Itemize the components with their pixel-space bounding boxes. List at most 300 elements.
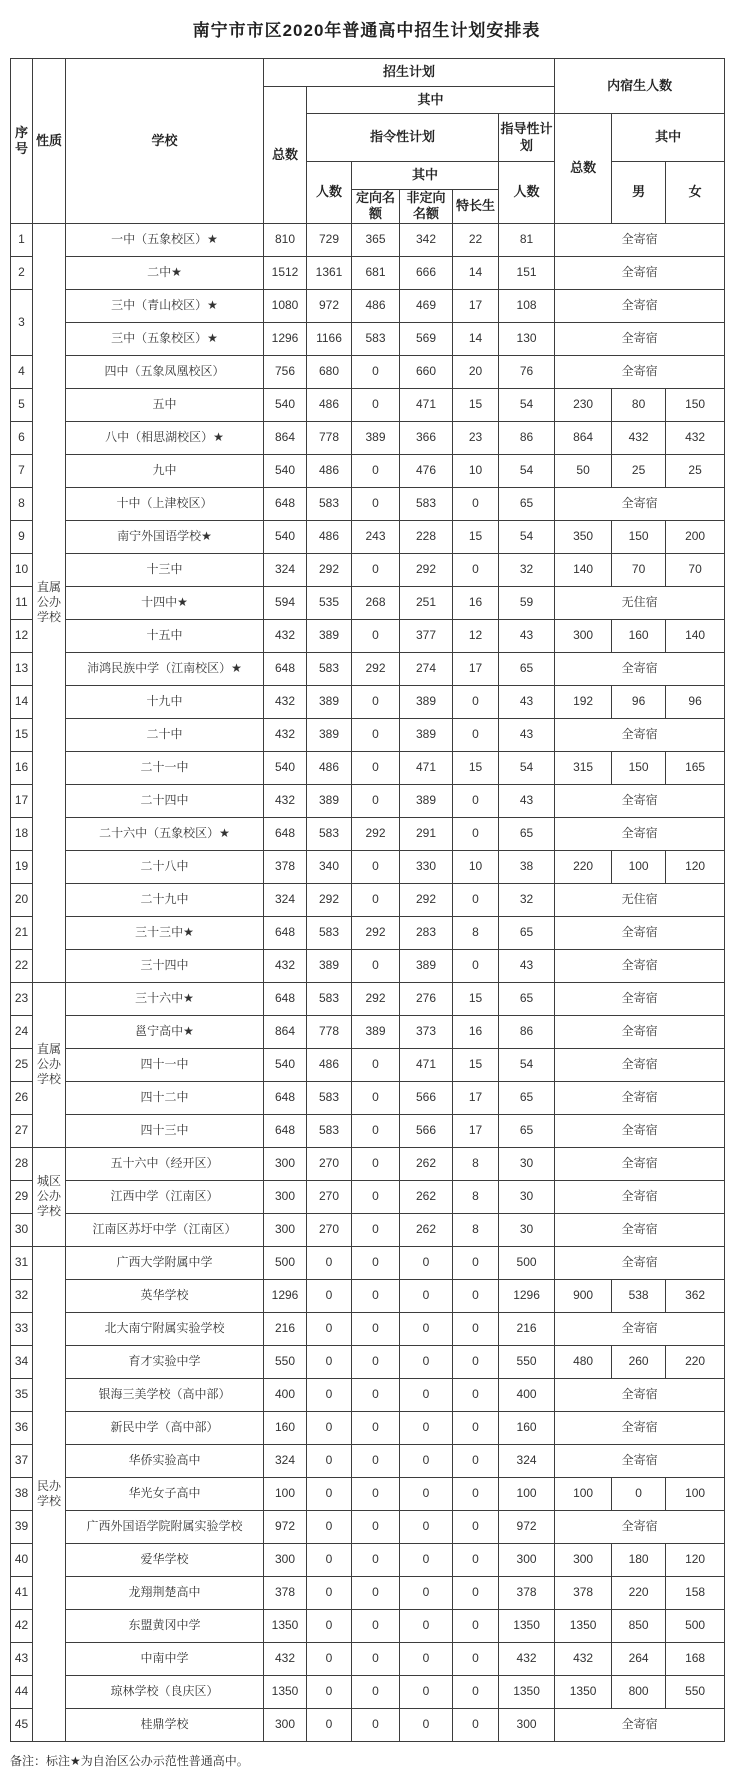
header-non-targeted-quota: 非定向名额 xyxy=(400,190,453,224)
boarding-merged-cell: 全寄宿 xyxy=(555,1312,725,1345)
boarding-merged-cell: 全寄宿 xyxy=(555,817,725,850)
directive-count-cell: 0 xyxy=(307,1510,352,1543)
non-targeted-quota-cell: 373 xyxy=(400,1015,453,1048)
boarding-total-cell: 300 xyxy=(555,1543,612,1576)
targeted-quota-cell: 0 xyxy=(352,1312,400,1345)
school-cell: 五十六中（经开区） xyxy=(66,1147,264,1180)
non-targeted-quota-cell: 0 xyxy=(400,1543,453,1576)
enroll-total-cell: 300 xyxy=(264,1708,307,1741)
boarding-male-cell: 432 xyxy=(612,421,666,454)
table-row xyxy=(11,355,725,388)
seq-cell: 26 xyxy=(11,1081,33,1114)
non-targeted-quota-cell: 660 xyxy=(400,355,453,388)
header-seq: 序号 xyxy=(11,59,33,224)
table-row xyxy=(11,883,725,916)
targeted-quota-cell: 292 xyxy=(352,982,400,1015)
header-male: 男 xyxy=(612,162,666,224)
school-cell: 九中 xyxy=(66,454,264,487)
targeted-quota-cell: 292 xyxy=(352,652,400,685)
directive-count-cell: 0 xyxy=(307,1345,352,1378)
table-row xyxy=(11,322,725,355)
guiding-count-cell: 65 xyxy=(499,652,555,685)
table-header xyxy=(11,59,725,224)
school-cell: 十九中 xyxy=(66,685,264,718)
directive-count-cell: 0 xyxy=(307,1609,352,1642)
special-students-cell: 0 xyxy=(453,1543,499,1576)
directive-count-cell: 389 xyxy=(307,718,352,751)
seq-cell: 37 xyxy=(11,1444,33,1477)
special-students-cell: 17 xyxy=(453,652,499,685)
non-targeted-quota-cell: 330 xyxy=(400,850,453,883)
special-students-cell: 16 xyxy=(453,586,499,619)
directive-count-cell: 729 xyxy=(307,223,352,256)
header-school: 学校 xyxy=(66,59,264,224)
guiding-count-cell: 550 xyxy=(499,1345,555,1378)
school-cell: 江西中学（江南区） xyxy=(66,1180,264,1213)
directive-count-cell: 583 xyxy=(307,487,352,520)
school-cell: 东盟黄冈中学 xyxy=(66,1609,264,1642)
nature-cell: 民办学校 xyxy=(33,1246,66,1741)
directive-count-cell: 583 xyxy=(307,916,352,949)
targeted-quota-cell: 0 xyxy=(352,949,400,982)
boarding-merged-cell: 全寄宿 xyxy=(555,487,725,520)
enroll-total-cell: 810 xyxy=(264,223,307,256)
directive-count-cell: 389 xyxy=(307,619,352,652)
boarding-male-cell: 180 xyxy=(612,1543,666,1576)
school-cell: 十五中 xyxy=(66,619,264,652)
school-cell: 华光女子高中 xyxy=(66,1477,264,1510)
targeted-quota-cell: 0 xyxy=(352,553,400,586)
non-targeted-quota-cell: 262 xyxy=(400,1180,453,1213)
directive-count-cell: 486 xyxy=(307,520,352,553)
seq-cell: 30 xyxy=(11,1213,33,1246)
seq-cell: 28 xyxy=(11,1147,33,1180)
table-row xyxy=(11,685,725,718)
non-targeted-quota-cell: 0 xyxy=(400,1378,453,1411)
table-row xyxy=(11,553,725,586)
special-students-cell: 15 xyxy=(453,388,499,421)
enroll-total-cell: 540 xyxy=(264,1048,307,1081)
guiding-count-cell: 65 xyxy=(499,487,555,520)
non-targeted-quota-cell: 389 xyxy=(400,685,453,718)
seq-cell: 32 xyxy=(11,1279,33,1312)
nature-cell: 直属公办学校 xyxy=(33,223,66,982)
special-students-cell: 15 xyxy=(453,520,499,553)
boarding-merged-cell: 全寄宿 xyxy=(555,355,725,388)
special-students-cell: 8 xyxy=(453,1180,499,1213)
enroll-total-cell: 378 xyxy=(264,1576,307,1609)
boarding-male-cell: 80 xyxy=(612,388,666,421)
guiding-count-cell: 43 xyxy=(499,619,555,652)
targeted-quota-cell: 0 xyxy=(352,454,400,487)
school-cell: 三十六中★ xyxy=(66,982,264,1015)
table-row xyxy=(11,289,725,322)
special-students-cell: 0 xyxy=(453,1477,499,1510)
enroll-total-cell: 648 xyxy=(264,652,307,685)
guiding-count-cell: 151 xyxy=(499,256,555,289)
boarding-female-cell: 25 xyxy=(666,454,725,487)
table-row xyxy=(11,916,725,949)
targeted-quota-cell: 389 xyxy=(352,421,400,454)
targeted-quota-cell: 389 xyxy=(352,1015,400,1048)
school-cell: 四中（五象凤凰校区） xyxy=(66,355,264,388)
non-targeted-quota-cell: 262 xyxy=(400,1213,453,1246)
boarding-total-cell: 300 xyxy=(555,619,612,652)
boarding-merged-cell: 全寄宿 xyxy=(555,1081,725,1114)
enroll-total-cell: 432 xyxy=(264,718,307,751)
targeted-quota-cell: 486 xyxy=(352,289,400,322)
enroll-total-cell: 300 xyxy=(264,1180,307,1213)
seq-cell: 15 xyxy=(11,718,33,751)
directive-count-cell: 270 xyxy=(307,1147,352,1180)
non-targeted-quota-cell: 283 xyxy=(400,916,453,949)
boarding-male-cell: 70 xyxy=(612,553,666,586)
seq-cell: 45 xyxy=(11,1708,33,1741)
seq-cell: 13 xyxy=(11,652,33,685)
seq-cell: 7 xyxy=(11,454,33,487)
targeted-quota-cell: 0 xyxy=(352,1279,400,1312)
guiding-count-cell: 43 xyxy=(499,784,555,817)
school-cell: 广西大学附属中学 xyxy=(66,1246,264,1279)
boarding-male-cell: 150 xyxy=(612,751,666,784)
boarding-merged-cell: 全寄宿 xyxy=(555,1510,725,1543)
school-cell: 二十九中 xyxy=(66,883,264,916)
seq-cell: 39 xyxy=(11,1510,33,1543)
boarding-merged-cell: 全寄宿 xyxy=(555,289,725,322)
directive-count-cell: 0 xyxy=(307,1708,352,1741)
enroll-total-cell: 400 xyxy=(264,1378,307,1411)
guiding-count-cell: 54 xyxy=(499,388,555,421)
enroll-total-cell: 648 xyxy=(264,1114,307,1147)
guiding-count-cell: 1350 xyxy=(499,1609,555,1642)
table-row xyxy=(11,1510,725,1543)
seq-cell: 41 xyxy=(11,1576,33,1609)
school-cell: 二十中 xyxy=(66,718,264,751)
school-cell: 五中 xyxy=(66,388,264,421)
seq-cell: 34 xyxy=(11,1345,33,1378)
guiding-count-cell: 400 xyxy=(499,1378,555,1411)
school-cell: 沛鸿民族中学（江南校区）★ xyxy=(66,652,264,685)
table-row xyxy=(11,1246,725,1279)
table-row xyxy=(11,421,725,454)
table-row xyxy=(11,1048,725,1081)
targeted-quota-cell: 0 xyxy=(352,1180,400,1213)
boarding-male-cell: 264 xyxy=(612,1642,666,1675)
special-students-cell: 0 xyxy=(453,817,499,850)
enroll-total-cell: 300 xyxy=(264,1213,307,1246)
seq-cell: 29 xyxy=(11,1180,33,1213)
guiding-count-cell: 1350 xyxy=(499,1675,555,1708)
header-among-2: 其中 xyxy=(352,162,499,190)
school-cell: 银海三美学校（高中部） xyxy=(66,1378,264,1411)
boarding-merged-cell: 全寄宿 xyxy=(555,1114,725,1147)
seq-cell: 33 xyxy=(11,1312,33,1345)
seq-cell: 25 xyxy=(11,1048,33,1081)
school-cell: 广西外国语学院附属实验学校 xyxy=(66,1510,264,1543)
targeted-quota-cell: 0 xyxy=(352,1345,400,1378)
guiding-count-cell: 160 xyxy=(499,1411,555,1444)
guiding-count-cell: 30 xyxy=(499,1180,555,1213)
targeted-quota-cell: 0 xyxy=(352,1048,400,1081)
school-cell: 二十四中 xyxy=(66,784,264,817)
directive-count-cell: 0 xyxy=(307,1477,352,1510)
enroll-total-cell: 1296 xyxy=(264,322,307,355)
table-body xyxy=(11,223,725,1741)
enroll-total-cell: 432 xyxy=(264,1642,307,1675)
table-row xyxy=(11,751,725,784)
boarding-female-cell: 165 xyxy=(666,751,725,784)
guiding-count-cell: 1296 xyxy=(499,1279,555,1312)
header-directive-plan: 指令性计划 xyxy=(307,114,499,162)
non-targeted-quota-cell: 262 xyxy=(400,1147,453,1180)
guiding-count-cell: 43 xyxy=(499,949,555,982)
school-cell: 三十四中 xyxy=(66,949,264,982)
header-targeted-quota: 定向名额 xyxy=(352,190,400,224)
boarding-total-cell: 1350 xyxy=(555,1609,612,1642)
seq-cell: 38 xyxy=(11,1477,33,1510)
non-targeted-quota-cell: 471 xyxy=(400,388,453,421)
directive-count-cell: 0 xyxy=(307,1576,352,1609)
school-cell: 一中（五象校区）★ xyxy=(66,223,264,256)
special-students-cell: 16 xyxy=(453,1015,499,1048)
enroll-total-cell: 864 xyxy=(264,1015,307,1048)
seq-cell: 1 xyxy=(11,223,33,256)
boarding-male-cell: 96 xyxy=(612,685,666,718)
directive-count-cell: 270 xyxy=(307,1213,352,1246)
school-cell: 龙翔荆楚高中 xyxy=(66,1576,264,1609)
non-targeted-quota-cell: 471 xyxy=(400,751,453,784)
seq-cell: 5 xyxy=(11,388,33,421)
enroll-total-cell: 160 xyxy=(264,1411,307,1444)
enroll-total-cell: 1080 xyxy=(264,289,307,322)
directive-count-cell: 486 xyxy=(307,751,352,784)
school-cell: 十中（上津校区） xyxy=(66,487,264,520)
boarding-total-cell: 50 xyxy=(555,454,612,487)
boarding-male-cell: 160 xyxy=(612,619,666,652)
guiding-count-cell: 300 xyxy=(499,1708,555,1741)
boarding-merged-cell: 全寄宿 xyxy=(555,322,725,355)
directive-count-cell: 0 xyxy=(307,1378,352,1411)
non-targeted-quota-cell: 0 xyxy=(400,1642,453,1675)
seq-cell: 10 xyxy=(11,553,33,586)
non-targeted-quota-cell: 292 xyxy=(400,553,453,586)
special-students-cell: 0 xyxy=(453,718,499,751)
boarding-female-cell: 140 xyxy=(666,619,725,652)
header-nature: 性质 xyxy=(33,59,66,224)
table-row xyxy=(11,1213,725,1246)
table-row xyxy=(11,1576,725,1609)
special-students-cell: 14 xyxy=(453,322,499,355)
seq-cell: 27 xyxy=(11,1114,33,1147)
school-cell: 二中★ xyxy=(66,256,264,289)
boarding-merged-cell: 全寄宿 xyxy=(555,1213,725,1246)
header-special-students: 特长生 xyxy=(453,190,499,224)
boarding-merged-cell: 全寄宿 xyxy=(555,1378,725,1411)
non-targeted-quota-cell: 251 xyxy=(400,586,453,619)
directive-count-cell: 0 xyxy=(307,1312,352,1345)
boarding-female-cell: 100 xyxy=(666,1477,725,1510)
special-students-cell: 0 xyxy=(453,883,499,916)
special-students-cell: 0 xyxy=(453,1279,499,1312)
directive-count-cell: 1361 xyxy=(307,256,352,289)
school-cell: 桂鼎学校 xyxy=(66,1708,264,1741)
school-cell: 三中（青山校区）★ xyxy=(66,289,264,322)
guiding-count-cell: 65 xyxy=(499,817,555,850)
special-students-cell: 0 xyxy=(453,1576,499,1609)
directive-count-cell: 972 xyxy=(307,289,352,322)
enroll-total-cell: 432 xyxy=(264,784,307,817)
non-targeted-quota-cell: 0 xyxy=(400,1345,453,1378)
enroll-total-cell: 500 xyxy=(264,1246,307,1279)
special-students-cell: 0 xyxy=(453,1345,499,1378)
guiding-count-cell: 65 xyxy=(499,916,555,949)
enroll-total-cell: 1350 xyxy=(264,1675,307,1708)
targeted-quota-cell: 0 xyxy=(352,1510,400,1543)
enroll-total-cell: 324 xyxy=(264,883,307,916)
boarding-female-cell: 432 xyxy=(666,421,725,454)
directive-count-cell: 778 xyxy=(307,1015,352,1048)
school-cell: 四十二中 xyxy=(66,1081,264,1114)
table-row xyxy=(11,454,725,487)
directive-count-cell: 0 xyxy=(307,1675,352,1708)
boarding-merged-cell: 全寄宿 xyxy=(555,982,725,1015)
directive-count-cell: 680 xyxy=(307,355,352,388)
guiding-count-cell: 54 xyxy=(499,454,555,487)
table-row xyxy=(11,1147,725,1180)
special-students-cell: 0 xyxy=(453,784,499,817)
non-targeted-quota-cell: 0 xyxy=(400,1675,453,1708)
school-cell: 八中（相思湖校区）★ xyxy=(66,421,264,454)
boarding-merged-cell: 全寄宿 xyxy=(555,256,725,289)
guiding-count-cell: 432 xyxy=(499,1642,555,1675)
non-targeted-quota-cell: 0 xyxy=(400,1444,453,1477)
school-cell: 华侨实验高中 xyxy=(66,1444,264,1477)
boarding-total-cell: 900 xyxy=(555,1279,612,1312)
enroll-total-cell: 972 xyxy=(264,1510,307,1543)
special-students-cell: 0 xyxy=(453,553,499,586)
targeted-quota-cell: 0 xyxy=(352,619,400,652)
special-students-cell: 17 xyxy=(453,1114,499,1147)
enroll-total-cell: 540 xyxy=(264,388,307,421)
directive-count-cell: 778 xyxy=(307,421,352,454)
boarding-merged-cell: 全寄宿 xyxy=(555,652,725,685)
school-cell: 二十八中 xyxy=(66,850,264,883)
directive-count-cell: 389 xyxy=(307,949,352,982)
directive-count-cell: 583 xyxy=(307,652,352,685)
seq-cell: 6 xyxy=(11,421,33,454)
enroll-total-cell: 324 xyxy=(264,553,307,586)
non-targeted-quota-cell: 366 xyxy=(400,421,453,454)
non-targeted-quota-cell: 291 xyxy=(400,817,453,850)
header-enroll-plan: 招生计划 xyxy=(264,59,555,87)
special-students-cell: 0 xyxy=(453,1675,499,1708)
special-students-cell: 0 xyxy=(453,1510,499,1543)
seq-cell: 23 xyxy=(11,982,33,1015)
targeted-quota-cell: 0 xyxy=(352,1708,400,1741)
targeted-quota-cell: 0 xyxy=(352,1675,400,1708)
boarding-male-cell: 100 xyxy=(612,850,666,883)
enroll-total-cell: 432 xyxy=(264,619,307,652)
boarding-merged-cell: 无住宿 xyxy=(555,883,725,916)
school-cell: 北大南宁附属实验学校 xyxy=(66,1312,264,1345)
school-cell: 江南区苏圩中学（江南区） xyxy=(66,1213,264,1246)
enroll-total-cell: 378 xyxy=(264,850,307,883)
guiding-count-cell: 216 xyxy=(499,1312,555,1345)
boarding-merged-cell: 无住宿 xyxy=(555,586,725,619)
school-cell: 十四中★ xyxy=(66,586,264,619)
targeted-quota-cell: 0 xyxy=(352,1411,400,1444)
seq-cell: 9 xyxy=(11,520,33,553)
boarding-total-cell: 480 xyxy=(555,1345,612,1378)
special-students-cell: 0 xyxy=(453,1411,499,1444)
school-cell: 十三中 xyxy=(66,553,264,586)
boarding-total-cell: 220 xyxy=(555,850,612,883)
non-targeted-quota-cell: 274 xyxy=(400,652,453,685)
guiding-count-cell: 32 xyxy=(499,553,555,586)
special-students-cell: 0 xyxy=(453,1609,499,1642)
directive-count-cell: 486 xyxy=(307,454,352,487)
directive-count-cell: 292 xyxy=(307,883,352,916)
boarding-merged-cell: 全寄宿 xyxy=(555,1015,725,1048)
directive-count-cell: 535 xyxy=(307,586,352,619)
non-targeted-quota-cell: 0 xyxy=(400,1477,453,1510)
header-among-3: 其中 xyxy=(612,114,725,162)
seq-cell: 43 xyxy=(11,1642,33,1675)
table-row xyxy=(11,1180,725,1213)
table-row xyxy=(11,817,725,850)
guiding-count-cell: 54 xyxy=(499,520,555,553)
boarding-merged-cell: 全寄宿 xyxy=(555,949,725,982)
boarding-female-cell: 158 xyxy=(666,1576,725,1609)
non-targeted-quota-cell: 276 xyxy=(400,982,453,1015)
seq-cell: 8 xyxy=(11,487,33,520)
boarding-male-cell: 0 xyxy=(612,1477,666,1510)
boarding-merged-cell: 全寄宿 xyxy=(555,223,725,256)
seq-cell: 12 xyxy=(11,619,33,652)
targeted-quota-cell: 0 xyxy=(352,1213,400,1246)
table-row xyxy=(11,949,725,982)
non-targeted-quota-cell: 228 xyxy=(400,520,453,553)
targeted-quota-cell: 681 xyxy=(352,256,400,289)
directive-count-cell: 486 xyxy=(307,388,352,421)
table-row xyxy=(11,784,725,817)
enroll-total-cell: 648 xyxy=(264,817,307,850)
targeted-quota-cell: 0 xyxy=(352,718,400,751)
guiding-count-cell: 43 xyxy=(499,718,555,751)
non-targeted-quota-cell: 0 xyxy=(400,1411,453,1444)
enroll-total-cell: 864 xyxy=(264,421,307,454)
table-row xyxy=(11,388,725,421)
school-cell: 育才实验中学 xyxy=(66,1345,264,1378)
special-students-cell: 10 xyxy=(453,850,499,883)
guiding-count-cell: 54 xyxy=(499,751,555,784)
enroll-total-cell: 100 xyxy=(264,1477,307,1510)
non-targeted-quota-cell: 292 xyxy=(400,883,453,916)
targeted-quota-cell: 0 xyxy=(352,1378,400,1411)
enroll-total-cell: 432 xyxy=(264,949,307,982)
enroll-total-cell: 540 xyxy=(264,751,307,784)
guiding-count-cell: 500 xyxy=(499,1246,555,1279)
guiding-count-cell: 300 xyxy=(499,1543,555,1576)
enroll-total-cell: 540 xyxy=(264,520,307,553)
table-row xyxy=(11,1114,725,1147)
boarding-total-cell: 315 xyxy=(555,751,612,784)
seq-cell: 42 xyxy=(11,1609,33,1642)
boarding-female-cell: 168 xyxy=(666,1642,725,1675)
directive-count-cell: 0 xyxy=(307,1543,352,1576)
seq-cell: 21 xyxy=(11,916,33,949)
directive-count-cell: 583 xyxy=(307,1081,352,1114)
